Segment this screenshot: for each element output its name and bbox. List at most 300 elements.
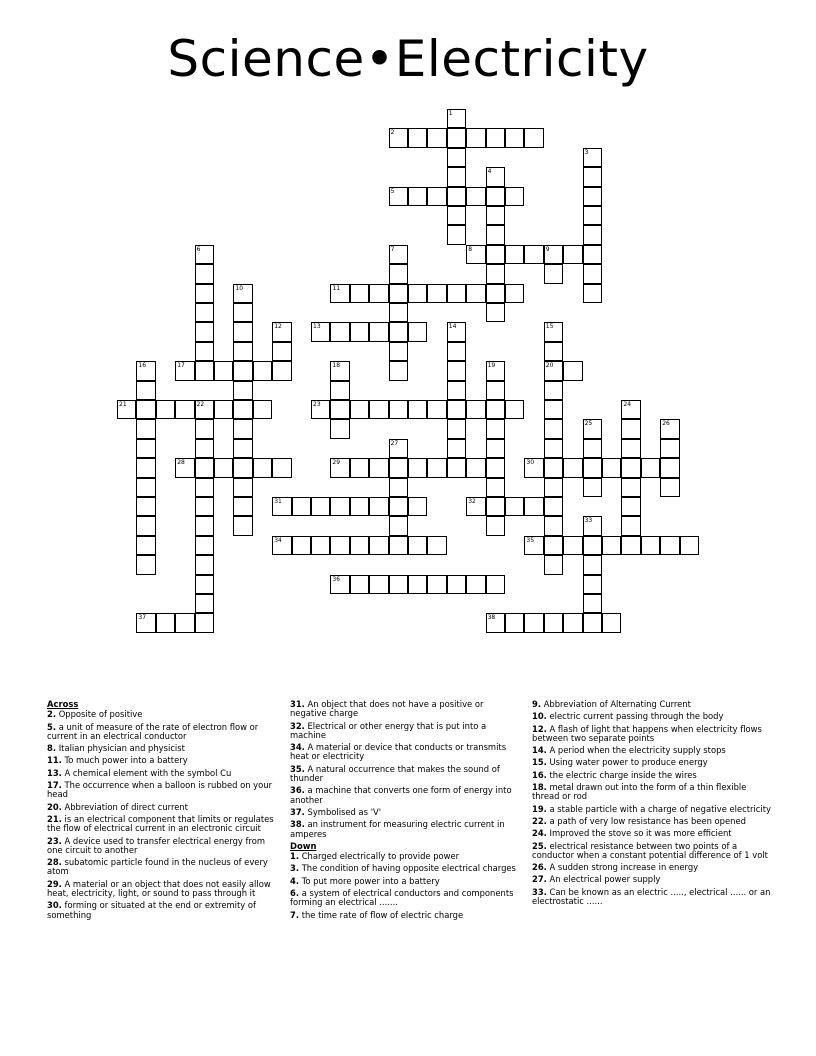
grid-cell[interactable] bbox=[389, 284, 408, 303]
clue-number: 38 bbox=[487, 614, 496, 622]
grid-cell[interactable] bbox=[330, 536, 349, 555]
grid-cell[interactable] bbox=[195, 264, 214, 283]
grid-cell[interactable] bbox=[195, 439, 214, 458]
clue-down-7: 7. the time rate of flow of electric charge bbox=[290, 909, 464, 920]
grid-cell[interactable] bbox=[466, 400, 485, 419]
grid-cell[interactable] bbox=[544, 478, 563, 497]
grid-cell[interactable] bbox=[505, 128, 524, 147]
grid-cell[interactable] bbox=[272, 536, 291, 555]
grid-cell[interactable] bbox=[602, 458, 621, 477]
grid-cell[interactable] bbox=[272, 342, 291, 361]
grid-cell[interactable] bbox=[563, 361, 582, 380]
grid-cell[interactable] bbox=[486, 245, 505, 264]
grid-cell[interactable] bbox=[136, 613, 155, 632]
grid-cell[interactable] bbox=[544, 555, 563, 574]
grid-cell[interactable] bbox=[583, 148, 602, 167]
grid-cell[interactable] bbox=[214, 458, 233, 477]
grid-cell[interactable] bbox=[253, 458, 272, 477]
grid-cell[interactable] bbox=[466, 284, 485, 303]
grid-cell[interactable] bbox=[233, 439, 252, 458]
grid-cell[interactable] bbox=[621, 458, 640, 477]
grid-cell[interactable] bbox=[466, 575, 485, 594]
grid-cell[interactable] bbox=[427, 536, 446, 555]
grid-cell[interactable] bbox=[621, 497, 640, 516]
grid-cell[interactable] bbox=[389, 400, 408, 419]
grid-cell[interactable] bbox=[330, 497, 349, 516]
grid-cell[interactable] bbox=[563, 245, 582, 264]
grid-cell[interactable] bbox=[447, 458, 466, 477]
grid-cell[interactable] bbox=[602, 613, 621, 632]
clue-number: 14 bbox=[448, 323, 457, 331]
grid-cell[interactable] bbox=[330, 284, 349, 303]
grid-cell[interactable] bbox=[486, 478, 505, 497]
clue-number: 16 bbox=[138, 362, 147, 370]
grid-cell[interactable] bbox=[486, 439, 505, 458]
grid-cell[interactable] bbox=[486, 575, 505, 594]
grid-cell[interactable] bbox=[214, 361, 233, 380]
grid-cell[interactable] bbox=[505, 187, 524, 206]
clue-number: 36 bbox=[332, 575, 341, 583]
grid-cell[interactable] bbox=[486, 303, 505, 322]
grid-cell[interactable] bbox=[486, 381, 505, 400]
grid-cell[interactable] bbox=[524, 613, 543, 632]
grid-cell[interactable] bbox=[408, 128, 427, 147]
grid-cell[interactable] bbox=[544, 458, 563, 477]
grid-cell[interactable] bbox=[505, 613, 524, 632]
grid-cell[interactable] bbox=[544, 342, 563, 361]
grid-cell[interactable] bbox=[524, 128, 543, 147]
grid-cell[interactable] bbox=[447, 167, 466, 186]
grid-cell[interactable] bbox=[660, 478, 679, 497]
grid-cell[interactable] bbox=[524, 458, 543, 477]
grid-cell[interactable] bbox=[408, 575, 427, 594]
clue-number: 6 bbox=[196, 245, 201, 253]
clue-number: 29 bbox=[332, 459, 341, 467]
grid-cell[interactable] bbox=[660, 439, 679, 458]
grid-cell[interactable] bbox=[389, 303, 408, 322]
grid-cell[interactable] bbox=[350, 497, 369, 516]
grid-cell[interactable] bbox=[505, 284, 524, 303]
grid-cell[interactable] bbox=[311, 497, 330, 516]
grid-cell[interactable] bbox=[136, 381, 155, 400]
clue-down-10: 10. electric current passing through the body bbox=[532, 711, 724, 722]
clue-down-18: 18. metal drawn out into the form of a thin flexible thread or rod bbox=[532, 782, 747, 802]
clue-across-5: 5. a unit of measure of the rate of electron flow or current in an electrical conductor bbox=[47, 721, 259, 741]
grid-cell[interactable] bbox=[408, 400, 427, 419]
grid-cell[interactable] bbox=[544, 516, 563, 535]
grid-cell[interactable] bbox=[350, 284, 369, 303]
grid-cell[interactable] bbox=[136, 400, 155, 419]
grid-cell[interactable] bbox=[583, 575, 602, 594]
grid-cell[interactable] bbox=[350, 322, 369, 341]
grid-cell[interactable] bbox=[427, 284, 446, 303]
clue-across-17: 17. The occurrence when a balloon is rubbed on your head bbox=[47, 780, 273, 800]
grid-cell[interactable] bbox=[233, 342, 252, 361]
grid-cell[interactable] bbox=[486, 516, 505, 535]
grid-cell[interactable] bbox=[447, 109, 466, 128]
grid-cell[interactable] bbox=[369, 400, 388, 419]
grid-cell[interactable] bbox=[583, 555, 602, 574]
grid-cell[interactable] bbox=[195, 497, 214, 516]
grid-cell[interactable] bbox=[389, 128, 408, 147]
clue-down-9: 9. Abbreviation of Alternating Current bbox=[532, 699, 691, 709]
clue-number: 3 bbox=[584, 148, 589, 156]
clue-across-31: 31. An object that does not have a positive or negative charge bbox=[290, 699, 484, 719]
grid-cell[interactable] bbox=[486, 225, 505, 244]
grid-cell[interactable] bbox=[350, 536, 369, 555]
clue-down-4: 4. To put more power into a battery bbox=[290, 875, 440, 886]
grid-cell[interactable] bbox=[369, 458, 388, 477]
grid-cell[interactable] bbox=[583, 264, 602, 283]
grid-cell[interactable] bbox=[544, 400, 563, 419]
clue-across-2: 2. Opposite of positive bbox=[47, 709, 143, 720]
clue-down-22: 22. a path of very low resistance has been opened bbox=[532, 815, 746, 826]
grid-cell[interactable] bbox=[330, 400, 349, 419]
grid-cell[interactable] bbox=[505, 497, 524, 516]
grid-cell[interactable] bbox=[389, 439, 408, 458]
clue-down-14: 14. A period when the electricity supply stops bbox=[532, 745, 726, 756]
grid-cell[interactable] bbox=[641, 458, 660, 477]
grid-cell[interactable] bbox=[583, 536, 602, 555]
grid-cell[interactable] bbox=[389, 245, 408, 264]
clue-number: 13 bbox=[313, 323, 321, 331]
clue-number: 15 bbox=[545, 323, 554, 331]
grid-cell[interactable] bbox=[486, 613, 505, 632]
grid-cell[interactable] bbox=[233, 458, 252, 477]
grid-cell[interactable] bbox=[136, 536, 155, 555]
clue-column-2 bbox=[290, 700, 518, 923]
grid-cell[interactable] bbox=[214, 400, 233, 419]
grid-cell[interactable] bbox=[447, 206, 466, 225]
grid-cell[interactable] bbox=[408, 497, 427, 516]
grid-cell[interactable] bbox=[369, 536, 388, 555]
grid-cell[interactable] bbox=[350, 458, 369, 477]
grid-cell[interactable] bbox=[486, 497, 505, 516]
clue-down-12: 12. A flash of light that happens when electricity flows between two separate points bbox=[532, 723, 762, 743]
grid-cell[interactable] bbox=[466, 245, 485, 264]
grid-cell[interactable] bbox=[583, 478, 602, 497]
grid-cell[interactable] bbox=[253, 361, 272, 380]
clue-number: 11 bbox=[332, 284, 341, 292]
clue-across-29: 29. A material or an object that does not easily allow heat, electricity, light, or sound to pass through it bbox=[47, 878, 271, 899]
grid-cell[interactable] bbox=[233, 381, 252, 400]
grid-cell[interactable] bbox=[389, 478, 408, 497]
grid-cell[interactable] bbox=[641, 536, 660, 555]
grid-cell[interactable] bbox=[447, 439, 466, 458]
grid-cell[interactable] bbox=[330, 458, 349, 477]
clue-across-13: 13. A chemical element with the symbol Cu bbox=[47, 767, 232, 778]
grid-cell[interactable] bbox=[544, 419, 563, 438]
grid-cell[interactable] bbox=[544, 322, 563, 341]
grid-cell[interactable] bbox=[583, 458, 602, 477]
grid-cell[interactable] bbox=[311, 400, 330, 419]
clue-number: 18 bbox=[332, 362, 341, 370]
grid-cell[interactable] bbox=[233, 322, 252, 341]
clue-number: 4 bbox=[487, 168, 492, 176]
grid-cell[interactable] bbox=[621, 536, 640, 555]
grid-cell[interactable] bbox=[544, 245, 563, 264]
grid-cell[interactable] bbox=[544, 264, 563, 283]
grid-cell[interactable] bbox=[466, 497, 485, 516]
grid-cell[interactable] bbox=[195, 419, 214, 438]
grid-cell[interactable] bbox=[447, 284, 466, 303]
grid-cell[interactable] bbox=[486, 264, 505, 283]
grid-cell[interactable] bbox=[486, 206, 505, 225]
clue-down-25: 25. electrical resistance between two points of a conductor when a constant potential difference of 1 volt bbox=[532, 840, 768, 860]
grid-cell[interactable] bbox=[427, 128, 446, 147]
grid-cell[interactable] bbox=[136, 419, 155, 438]
grid-cell[interactable] bbox=[389, 516, 408, 535]
clue-number: 35 bbox=[526, 536, 535, 544]
clue-across-34: 34. A material or device that conducts or transmits heat or electricity bbox=[290, 742, 507, 762]
clue-number: 5 bbox=[390, 187, 395, 195]
grid-cell[interactable] bbox=[583, 516, 602, 535]
clue-down-6: 6. a system of electrical conductors and components forming an electrical ....... bbox=[290, 888, 514, 908]
clue-column-3 bbox=[532, 700, 772, 909]
grid-cell[interactable] bbox=[195, 458, 214, 477]
grid-cell[interactable] bbox=[369, 575, 388, 594]
grid-cell[interactable] bbox=[447, 128, 466, 147]
clue-across-38: 38. an instrument for measuring electric current in amperes bbox=[290, 819, 505, 839]
grid-cell[interactable] bbox=[447, 322, 466, 341]
grid-cell[interactable] bbox=[447, 381, 466, 400]
grid-cell[interactable] bbox=[486, 361, 505, 380]
grid-cell[interactable] bbox=[195, 555, 214, 574]
grid-cell[interactable] bbox=[427, 575, 446, 594]
grid-cell[interactable] bbox=[583, 613, 602, 632]
grid-cell[interactable] bbox=[136, 361, 155, 380]
grid-cell[interactable] bbox=[272, 361, 291, 380]
grid-cell[interactable] bbox=[175, 458, 194, 477]
grid-cell[interactable] bbox=[156, 613, 175, 632]
grid-cell[interactable] bbox=[136, 516, 155, 535]
grid-cell[interactable] bbox=[544, 381, 563, 400]
grid-cell[interactable] bbox=[389, 497, 408, 516]
grid-cell[interactable] bbox=[583, 206, 602, 225]
grid-cell[interactable] bbox=[136, 497, 155, 516]
grid-cell[interactable] bbox=[427, 458, 446, 477]
grid-cell[interactable] bbox=[447, 419, 466, 438]
grid-cell[interactable] bbox=[117, 400, 136, 419]
grid-cell[interactable] bbox=[486, 400, 505, 419]
grid-cell[interactable] bbox=[544, 613, 563, 632]
grid-cell[interactable] bbox=[175, 613, 194, 632]
grid-cell[interactable] bbox=[486, 167, 505, 186]
grid-cell[interactable] bbox=[544, 361, 563, 380]
grid-cell[interactable] bbox=[175, 361, 194, 380]
grid-cell[interactable] bbox=[195, 303, 214, 322]
grid-cell[interactable] bbox=[272, 458, 291, 477]
grid-cell[interactable] bbox=[563, 458, 582, 477]
grid-cell[interactable] bbox=[136, 458, 155, 477]
grid-cell[interactable] bbox=[544, 439, 563, 458]
grid-cell[interactable] bbox=[195, 536, 214, 555]
grid-cell[interactable] bbox=[369, 322, 388, 341]
grid-cell[interactable] bbox=[253, 400, 272, 419]
clue-number: 17 bbox=[177, 362, 185, 370]
grid-cell[interactable] bbox=[350, 575, 369, 594]
grid-cell[interactable] bbox=[408, 187, 427, 206]
clue-down-1: 1. Charged electrically to provide power bbox=[290, 851, 460, 862]
grid-cell[interactable] bbox=[195, 361, 214, 380]
grid-cell[interactable] bbox=[680, 536, 699, 555]
grid-cell[interactable] bbox=[233, 497, 252, 516]
clue-number: 34 bbox=[274, 536, 282, 544]
grid-cell[interactable] bbox=[408, 458, 427, 477]
grid-cell[interactable] bbox=[272, 322, 291, 341]
clue-number: 7 bbox=[390, 245, 395, 253]
grid-cell[interactable] bbox=[544, 497, 563, 516]
grid-cell[interactable] bbox=[583, 187, 602, 206]
grid-cell[interactable] bbox=[330, 575, 349, 594]
grid-cell[interactable] bbox=[563, 613, 582, 632]
grid-cell[interactable] bbox=[330, 381, 349, 400]
grid-cell[interactable] bbox=[563, 536, 582, 555]
grid-cell[interactable] bbox=[311, 322, 330, 341]
grid-cell[interactable] bbox=[330, 361, 349, 380]
clue-number: 8 bbox=[468, 245, 473, 253]
grid-cell[interactable] bbox=[195, 594, 214, 613]
grid-cell[interactable] bbox=[660, 419, 679, 438]
grid-cell[interactable] bbox=[292, 536, 311, 555]
grid-cell[interactable] bbox=[233, 303, 252, 322]
grid-cell[interactable] bbox=[195, 400, 214, 419]
grid-cell[interactable] bbox=[156, 400, 175, 419]
grid-cell[interactable] bbox=[583, 284, 602, 303]
grid-cell[interactable] bbox=[447, 187, 466, 206]
grid-cell[interactable] bbox=[524, 245, 543, 264]
grid-cell[interactable] bbox=[389, 536, 408, 555]
clue-number: 37 bbox=[138, 614, 147, 622]
grid-cell[interactable] bbox=[195, 284, 214, 303]
grid-cell[interactable] bbox=[660, 536, 679, 555]
grid-cell[interactable] bbox=[408, 284, 427, 303]
clue-number: 27 bbox=[390, 439, 399, 447]
grid-cell[interactable] bbox=[136, 555, 155, 574]
clue-down-24: 24. Improved the stove so it was more efficient bbox=[532, 828, 732, 839]
grid-cell[interactable] bbox=[389, 264, 408, 283]
grid-cell[interactable] bbox=[389, 575, 408, 594]
grid-cell[interactable] bbox=[389, 187, 408, 206]
grid-cell[interactable] bbox=[369, 497, 388, 516]
grid-cell[interactable] bbox=[292, 497, 311, 516]
grid-cell[interactable] bbox=[350, 400, 369, 419]
grid-cell[interactable] bbox=[466, 458, 485, 477]
clue-down-26: 26. A sudden strong increase in energy bbox=[532, 862, 699, 873]
grid-cell[interactable] bbox=[621, 419, 640, 438]
grid-cell[interactable] bbox=[389, 322, 408, 341]
clue-across-11: 11. To much power into a battery bbox=[47, 755, 188, 766]
grid-cell[interactable] bbox=[621, 439, 640, 458]
grid-cell[interactable] bbox=[330, 419, 349, 438]
clue-number: 32 bbox=[468, 498, 476, 505]
clue-number: 30 bbox=[526, 459, 535, 467]
grid-cell[interactable] bbox=[389, 361, 408, 380]
grid-cell[interactable] bbox=[389, 458, 408, 477]
grid-cell[interactable] bbox=[408, 536, 427, 555]
grid-cell[interactable] bbox=[486, 419, 505, 438]
grid-cell[interactable] bbox=[136, 439, 155, 458]
across-heading: Across bbox=[47, 699, 79, 709]
grid-cell[interactable] bbox=[233, 400, 252, 419]
grid-cell[interactable] bbox=[195, 478, 214, 497]
grid-cell[interactable] bbox=[447, 400, 466, 419]
grid-cell[interactable] bbox=[233, 516, 252, 535]
clue-number: 33 bbox=[584, 517, 593, 525]
clue-number: 24 bbox=[623, 401, 632, 408]
grid-cell[interactable] bbox=[447, 225, 466, 244]
grid-cell[interactable] bbox=[621, 516, 640, 535]
clue-across-23: 23. A device used to transfer electrical energy from one circuit to another bbox=[47, 835, 266, 855]
grid-cell[interactable] bbox=[175, 400, 194, 419]
grid-cell[interactable] bbox=[136, 478, 155, 497]
grid-cell[interactable] bbox=[195, 245, 214, 264]
grid-cell[interactable] bbox=[389, 342, 408, 361]
grid-cell[interactable] bbox=[272, 497, 291, 516]
grid-cell[interactable] bbox=[583, 439, 602, 458]
clue-number: 10 bbox=[235, 284, 244, 292]
grid-cell[interactable] bbox=[621, 400, 640, 419]
clue-number: 26 bbox=[662, 420, 670, 428]
grid-cell[interactable] bbox=[486, 187, 505, 206]
grid-cell[interactable] bbox=[524, 497, 543, 516]
grid-cell[interactable] bbox=[330, 322, 349, 341]
grid-cell[interactable] bbox=[583, 245, 602, 264]
clue-down-19: 19. a stable particle with a charge of negative electricity bbox=[532, 803, 771, 814]
grid-cell[interactable] bbox=[195, 575, 214, 594]
grid-cell[interactable] bbox=[583, 594, 602, 613]
grid-cell[interactable] bbox=[447, 361, 466, 380]
grid-cell[interactable] bbox=[466, 128, 485, 147]
grid-cell[interactable] bbox=[233, 419, 252, 438]
clue-down-15: 15. Using water power to produce energy bbox=[532, 757, 708, 768]
grid-cell[interactable] bbox=[486, 128, 505, 147]
grid-cell[interactable] bbox=[583, 419, 602, 438]
grid-cell[interactable] bbox=[427, 400, 446, 419]
grid-cell[interactable] bbox=[621, 478, 640, 497]
grid-cell[interactable] bbox=[447, 148, 466, 167]
grid-cell[interactable] bbox=[408, 322, 427, 341]
clue-number: 28 bbox=[177, 459, 185, 467]
grid-cell[interactable] bbox=[195, 516, 214, 535]
grid-cell[interactable] bbox=[524, 536, 543, 555]
grid-cell[interactable] bbox=[466, 187, 485, 206]
grid-cell[interactable] bbox=[233, 284, 252, 303]
grid-cell[interactable] bbox=[195, 613, 214, 632]
grid-cell[interactable] bbox=[486, 284, 505, 303]
grid-cell[interactable] bbox=[505, 400, 524, 419]
grid-cell[interactable] bbox=[195, 342, 214, 361]
grid-cell[interactable] bbox=[583, 167, 602, 186]
grid-cell[interactable] bbox=[195, 322, 214, 341]
grid-cell[interactable] bbox=[233, 478, 252, 497]
grid-cell[interactable] bbox=[602, 536, 621, 555]
grid-cell[interactable] bbox=[660, 458, 679, 477]
grid-cell[interactable] bbox=[486, 458, 505, 477]
clue-across-20: 20. Abbreviation of direct current bbox=[47, 801, 188, 812]
grid-cell[interactable] bbox=[544, 536, 563, 555]
grid-cell[interactable] bbox=[311, 536, 330, 555]
clue-down-27: 27. An electrical power supply bbox=[532, 874, 661, 885]
grid-cell[interactable] bbox=[447, 342, 466, 361]
grid-cell[interactable] bbox=[369, 284, 388, 303]
grid-cell[interactable] bbox=[505, 245, 524, 264]
grid-cell[interactable] bbox=[427, 187, 446, 206]
down-heading: Down bbox=[290, 840, 317, 851]
grid-cell[interactable] bbox=[583, 225, 602, 244]
grid-cell[interactable] bbox=[233, 361, 252, 380]
grid-cell[interactable] bbox=[447, 575, 466, 594]
